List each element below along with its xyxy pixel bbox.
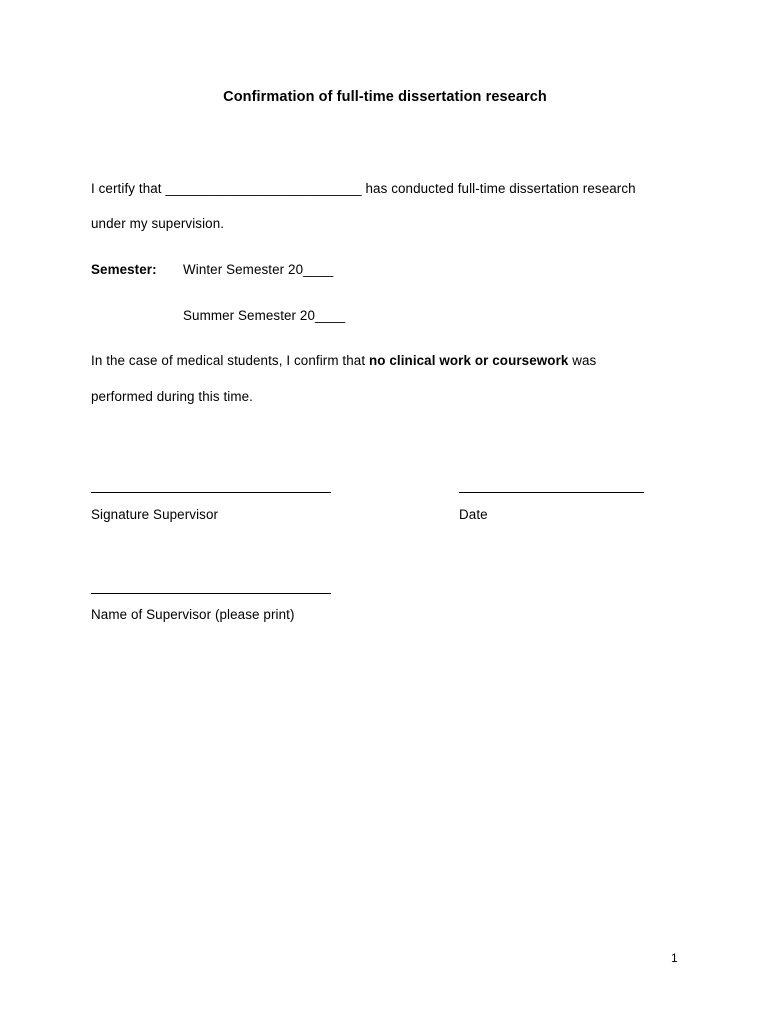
date-label: Date bbox=[459, 507, 488, 522]
student-name-blank: __________________________ bbox=[165, 181, 362, 196]
medical-statement-line bbox=[91, 353, 596, 369]
supervisor-name-line bbox=[91, 593, 331, 594]
certify-prefix: I certify that bbox=[91, 181, 166, 196]
date-line bbox=[459, 492, 644, 493]
certify-suffix: has conducted full-time dissertation research bbox=[361, 181, 636, 196]
summer-semester-option: Summer Semester 20____ bbox=[183, 308, 346, 323]
winter-semester-option: Winter Semester 20____ bbox=[183, 262, 334, 277]
medical-emphasis: no clinical work or coursework bbox=[368, 353, 569, 368]
signature-line bbox=[91, 492, 331, 493]
signature-supervisor-label: Signature Supervisor bbox=[91, 507, 219, 522]
supervisor-name-label: Name of Supervisor (please print) bbox=[91, 607, 295, 622]
certify-line-2: under my supervision. bbox=[91, 216, 225, 231]
certify-line bbox=[91, 181, 636, 197]
document-title: Confirmation of full-time dissertation research bbox=[223, 89, 547, 105]
page-number: 1 bbox=[671, 951, 678, 965]
semester-label: Semester: bbox=[91, 262, 157, 277]
medical-prefix: In the case of medical students, I confirm that bbox=[91, 353, 369, 368]
medical-suffix: was bbox=[568, 353, 597, 368]
medical-statement-line-2: performed during this time. bbox=[91, 389, 253, 404]
